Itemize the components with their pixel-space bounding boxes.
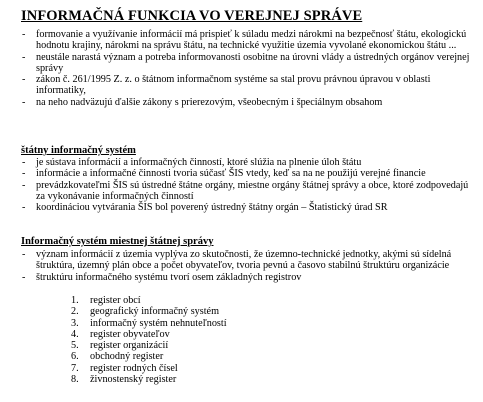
- list-item: [0, 29, 470, 52]
- register-number: 5.: [71, 340, 79, 351]
- register-number: 7.: [71, 362, 79, 374]
- list-item: [0, 202, 470, 213]
- list-item-text: zákon č. 261/1995 Z. z. o štátnom informačnom systéme sa stal provu právnou úpravou v oblasti informatiky,: [36, 74, 431, 97]
- register-number: 2.: [71, 306, 79, 318]
- register-number: 6.: [71, 351, 79, 363]
- list-item: [0, 168, 470, 179]
- register-label: živnostenský register: [90, 373, 177, 385]
- list-item-text: význam informácií z územia vyplýva zo skutočnosti, že územno-technické jednotky, akými sú sídelná štruktúra, územný plán obce a počet obyvateľov, tvoria pevnú a časovo stabilnú štruktúru organizácie: [36, 249, 452, 272]
- register-item: [0, 363, 300, 374]
- bullet-dash: -: [22, 179, 26, 191]
- list-item-text: neustále narastá význam a potreba informovanosti osobitne na úrovni vlády a ústredných orgánov verejnej správy: [36, 51, 470, 74]
- register-item: [0, 318, 300, 329]
- register-label: register obyvateľov: [90, 328, 170, 340]
- registers-block: [0, 295, 300, 400]
- list-item: [0, 74, 470, 97]
- page-title: INFORMAČNÁ FUNKCIA VO VEREJNEJ SPRÁVE: [21, 8, 363, 24]
- register-item: [0, 374, 300, 385]
- list-item: [0, 52, 470, 75]
- register-number: 1.: [71, 295, 79, 306]
- bullet-dash: -: [22, 271, 26, 283]
- section-heading-state-system: štátny informačný systém: [21, 145, 136, 156]
- list-item-text: koordináciou vytvárania ŠIS bol poverený ústredný štátny orgán – Štatistický úrad SR: [36, 202, 388, 214]
- register-number: 4.: [71, 328, 79, 340]
- register-label: informačný systém nehnuteľností: [90, 317, 227, 329]
- list-item-text: na neho nadväzujú ďalšie zákony s prierezovým, všeobecným i špeciálnym obsahom: [36, 96, 383, 108]
- list-item-text: informácie a informačné činnosti tvoria súčasť ŠIS vtedy, keď sa na ne použijú verejné financie: [36, 168, 426, 180]
- register-number: 3.: [71, 317, 79, 329]
- register-item: [0, 340, 300, 351]
- bullet-dash: -: [22, 202, 26, 214]
- local-system-list: [0, 249, 470, 283]
- register-number: 8.: [71, 373, 79, 385]
- register-item: [0, 295, 300, 306]
- list-item-text: je sústava informácií a informačných činností, ktoré slúžia na plnenie úloh štátu: [36, 157, 362, 168]
- state-system-list: [0, 157, 470, 213]
- register-item: [0, 351, 300, 362]
- registers-list: [0, 295, 300, 385]
- bullet-dash: -: [22, 29, 26, 40]
- bullet-dash: -: [22, 157, 26, 168]
- list-item: [0, 249, 470, 272]
- section-heading-local-system: Informačný systém miestnej štátnej správy: [21, 236, 214, 247]
- intro-list: [0, 29, 470, 108]
- register-label: register obcí: [90, 295, 141, 306]
- register-label: register rodných čísel: [90, 362, 178, 374]
- bullet-dash: -: [22, 51, 26, 63]
- list-item-text: štruktúru informačného systému tvorí osem základných registrov: [36, 271, 302, 283]
- bullet-dash: -: [22, 168, 26, 180]
- register-label: geografický informačný systém: [90, 306, 220, 318]
- bullet-dash: -: [22, 96, 26, 108]
- list-item-text: formovanie a využívanie informácií má prispieť k súladu medzi nárokmi na bezpečnosť štátu, ekologickú hodnotu krajiny, nárokmi na správu štátu, na technické využitie územia vyvolané ekonomickou štátu ...: [36, 29, 467, 52]
- list-item-text: prevádzkovateľmi ŠIS sú ústredné štátne orgány, miestne orgány štátnej správy a obce, ktoré zodpovedajú za vykonávanie informačných činností: [36, 179, 469, 202]
- register-label: register organizácií: [90, 340, 169, 351]
- register-item: [0, 329, 300, 340]
- list-item: [0, 180, 470, 203]
- list-item: [0, 272, 470, 283]
- list-item: [0, 157, 470, 168]
- register-item: [0, 306, 300, 317]
- bullet-dash: -: [22, 74, 26, 86]
- list-item: [0, 97, 470, 108]
- register-label: obchodný register: [90, 351, 164, 363]
- bullet-dash: -: [22, 249, 26, 260]
